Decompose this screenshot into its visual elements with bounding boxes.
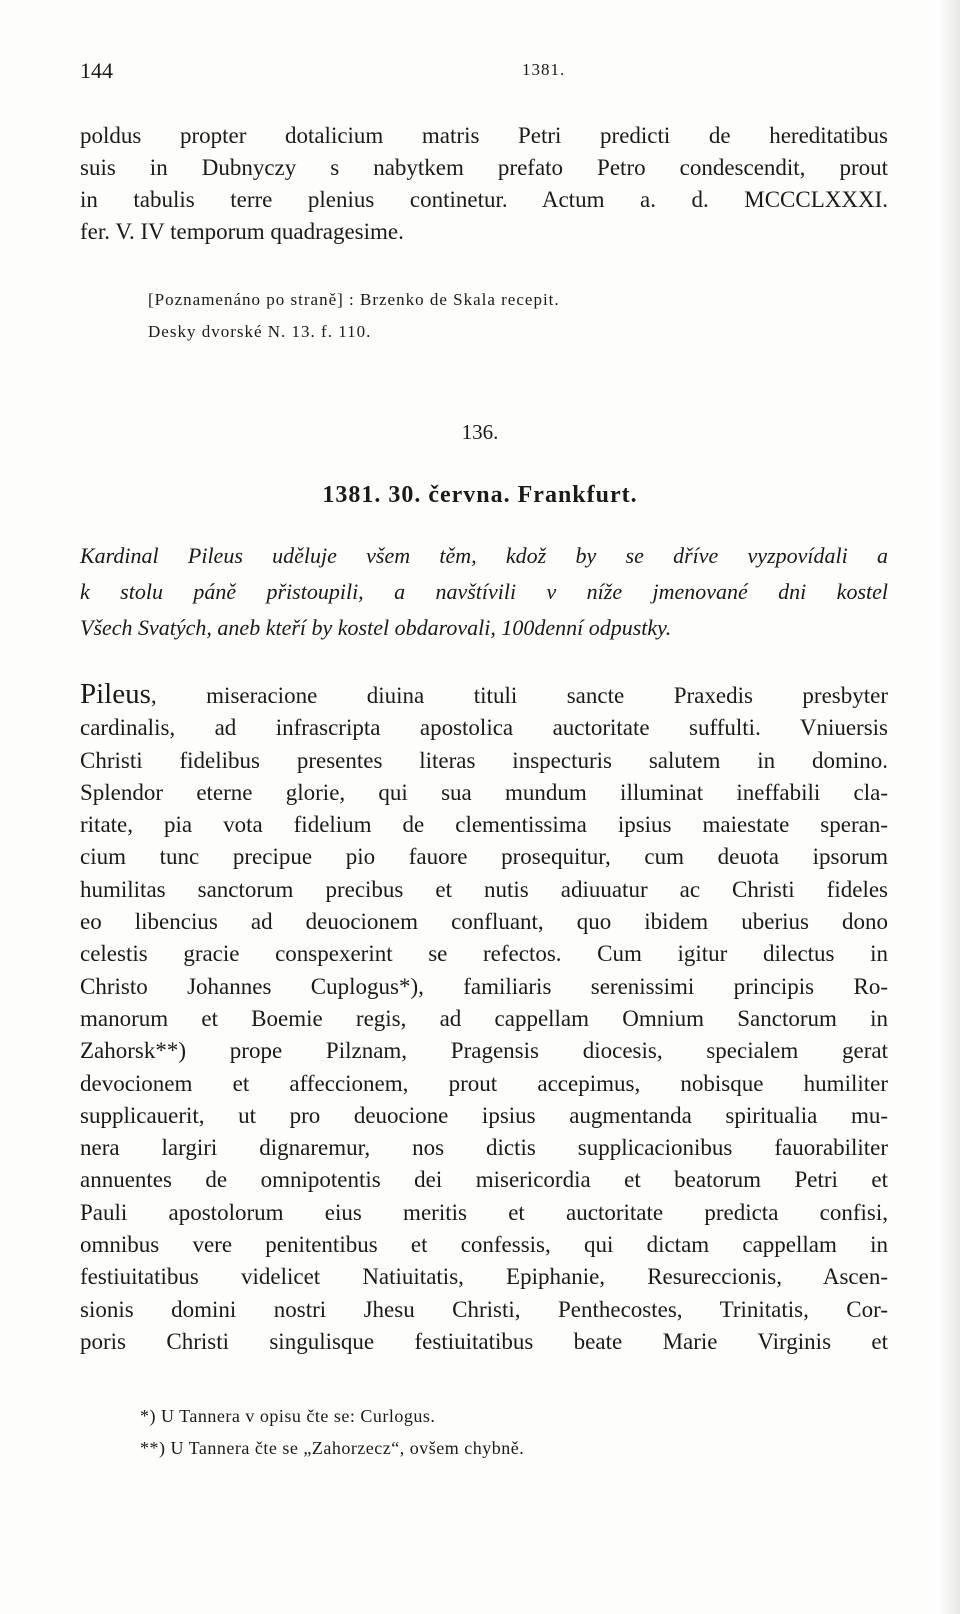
page-header bbox=[80, 58, 880, 88]
previous-document-text bbox=[80, 120, 888, 248]
text-line: in tabulis terre plenius continetur. Actum a. d. MCCCLXXXI. bbox=[80, 187, 888, 212]
footnote: **) U Tannera čte se „Zahorzecz“, ovšem chybně. bbox=[140, 1438, 525, 1458]
body-line: Zahorsk**) prope Pilznam, Pragensis diocesis, specialem gerat bbox=[80, 1038, 888, 1064]
source-note-line: Desky dvorské N. 13. f. 110. bbox=[148, 322, 372, 341]
body-line: festiuitatibus videlicet Natiuitatis, Epiphanie, Resureccionis, Ascen- bbox=[80, 1264, 888, 1290]
body-line: annuentes de omnipotentis dei misericordia et beatorum Petri et bbox=[80, 1167, 888, 1193]
body-line: Splendor eterne glorie, qui sua mundum illuminat ineffabili cla- bbox=[80, 779, 888, 805]
body-line: ritate, pia vota fidelium de clementissima ipsius maiestate speran- bbox=[80, 812, 888, 838]
summary-line: Kardinal Pileus uděluje všem těm, kdož by se dříve vyzpovídali a bbox=[80, 543, 888, 568]
body-line: omnibus vere penitentibus et confessis, qui dictam cappellam in bbox=[80, 1232, 888, 1258]
page-edge-shadow bbox=[938, 0, 960, 1614]
body-line: nera largiri dignaremur, nos dictis supplicacionibus fauorabiliter bbox=[80, 1135, 888, 1161]
footnotes bbox=[140, 1400, 524, 1464]
document-number: 136. bbox=[461, 420, 499, 444]
source-note bbox=[148, 284, 560, 348]
body-line: Christo Johannes Cuplogus*), familiaris serenissimi principis Ro- bbox=[80, 973, 888, 999]
body-line: humilitas sanctorum precibus et nutis adiuuatur ac Christi fideles bbox=[80, 876, 888, 902]
document-date-place: 1381. 30. června. Frankfurt. bbox=[322, 482, 638, 508]
running-header-year: 1381. bbox=[522, 60, 566, 79]
source-note-line: [Poznamenáno po straně] : Brzenko de Skala recepit. bbox=[148, 290, 560, 309]
body-line: eo libencius ad deuocionem confluant, quo ibidem uberius dono bbox=[80, 909, 888, 935]
body-line-text: , miseracione diuina tituli sancte Praxedis presbyter bbox=[150, 683, 888, 708]
text-line: poldus propter dotalicium matris Petri predicti de hereditatibus bbox=[80, 123, 888, 148]
body-line bbox=[80, 678, 888, 712]
document-summary bbox=[80, 538, 888, 646]
body-line: Pauli apostolorum eius meritis et auctoritate predicta confisi, bbox=[80, 1199, 888, 1225]
text-line: fer. V. IV temporum quadragesime. bbox=[80, 219, 404, 244]
body-line: devocionem et affeccionem, prout accepimus, nobisque humiliter bbox=[80, 1070, 888, 1096]
body-line: sionis domini nostri Jhesu Christi, Penthecostes, Trinitatis, Cor- bbox=[80, 1296, 888, 1322]
body-line: cium tunc precipue pio fauore prosequitur, cum deuota ipsorum bbox=[80, 844, 888, 870]
body-line: manorum et Boemie regis, ad cappellam Omnium Sanctorum in bbox=[80, 1005, 888, 1031]
footnote: *) U Tannera v opisu čte se: Curlogus. bbox=[140, 1406, 436, 1426]
document-body bbox=[80, 678, 888, 1358]
page-number: 144 bbox=[80, 58, 113, 83]
body-line: cardinalis, ad infrascripta apostolica auctoritate suffulti. Vniuersis bbox=[80, 715, 888, 741]
first-word: Pileus bbox=[80, 678, 151, 710]
body-line: poris Christi singulisque festiuitatibus beate Marie Virginis et bbox=[80, 1328, 888, 1354]
body-line: celestis gracie conspexerint se refectos. Cum igitur dilectus in bbox=[80, 941, 888, 967]
summary-line: k stolu páně přistoupili, a navštívili v níže jmenované dni kostel bbox=[80, 579, 888, 604]
body-line: supplicauerit, ut pro deuocione ipsius augmentanda spiritualia mu- bbox=[80, 1102, 888, 1128]
text-line: suis in Dubnyczy s nabytkem prefato Petro condescendit, prout bbox=[80, 155, 888, 180]
body-line: Christi fidelibus presentes literas inspecturis salutem in domino. bbox=[80, 747, 888, 773]
summary-line: Všech Svatých, aneb kteří by kostel obdarovali, 100denní odpustky. bbox=[80, 615, 672, 640]
